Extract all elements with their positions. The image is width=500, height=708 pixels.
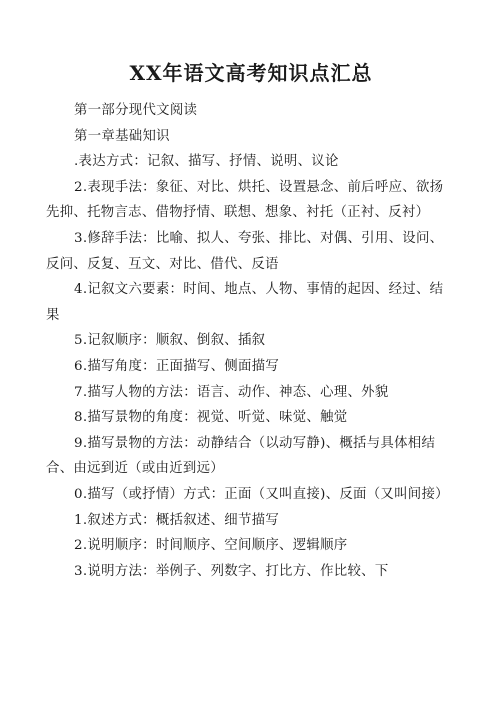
paragraph-narrative-order: 5.记叙顺序：顺叙、倒叙、插叙 [74,333,266,349]
paragraph-description-angle: 6.描写角度：正面描写、侧面描写 [74,358,280,374]
paragraph-expression-modes: .表达方式：记叙、描写、抒情、说明、议论 [74,154,339,170]
paragraph-narration-mode: 1.叙述方式：概括叙述、细节描写 [74,512,280,528]
paragraph-rhetorical-devices: 3.修辞手法：比喻、拟人、夸张、排比、对偶、引用、设问、反问、反复、互文、对比、借代、反语 [46,230,444,272]
paragraph-scenery-method: 9.描写景物的方法：动静结合（以动写静)、概括与具体相结合、由远到近（或由近到远） [46,435,436,477]
paragraph-part-heading: 第一部分现代文阅读 [74,103,198,118]
paragraph-chapter-heading: 第一章基础知识 [74,128,170,144]
document-title: XX年语文高考知识点汇总 [129,61,373,85]
paragraph-narrative-elements: 4.记叙文六要素：时间、地点、人物、事情的起因、经过、结果 [46,282,444,323]
paragraph-explanation-methods: 3.说明方法：举例子、列数字、打比方、作比较、下 [74,563,389,579]
paragraph-scenery-angle: 8.描写景物的角度：视觉、听觉、味觉、触觉 [74,410,348,426]
paragraph-character-description: 7.描写人物的方法：语言、动作、神态、心理、外貌 [74,384,389,400]
paragraph-lyrical-mode: 0.描写（或抒情）方式：正面（又叫直接)、反面（又叫间接） [74,486,449,502]
paragraph-explanation-order: 2.说明顺序：时间顺序、空间顺序、逻辑顺序 [74,538,348,554]
document-body [46,98,449,584]
paragraph-expressive-techniques: 2.表现手法：象征、对比、烘托、设置悬念、前后呼应、欲扬先抑、托物言志、借物抒情、联想、想象、衬托（正衬、反衬） [46,179,444,221]
